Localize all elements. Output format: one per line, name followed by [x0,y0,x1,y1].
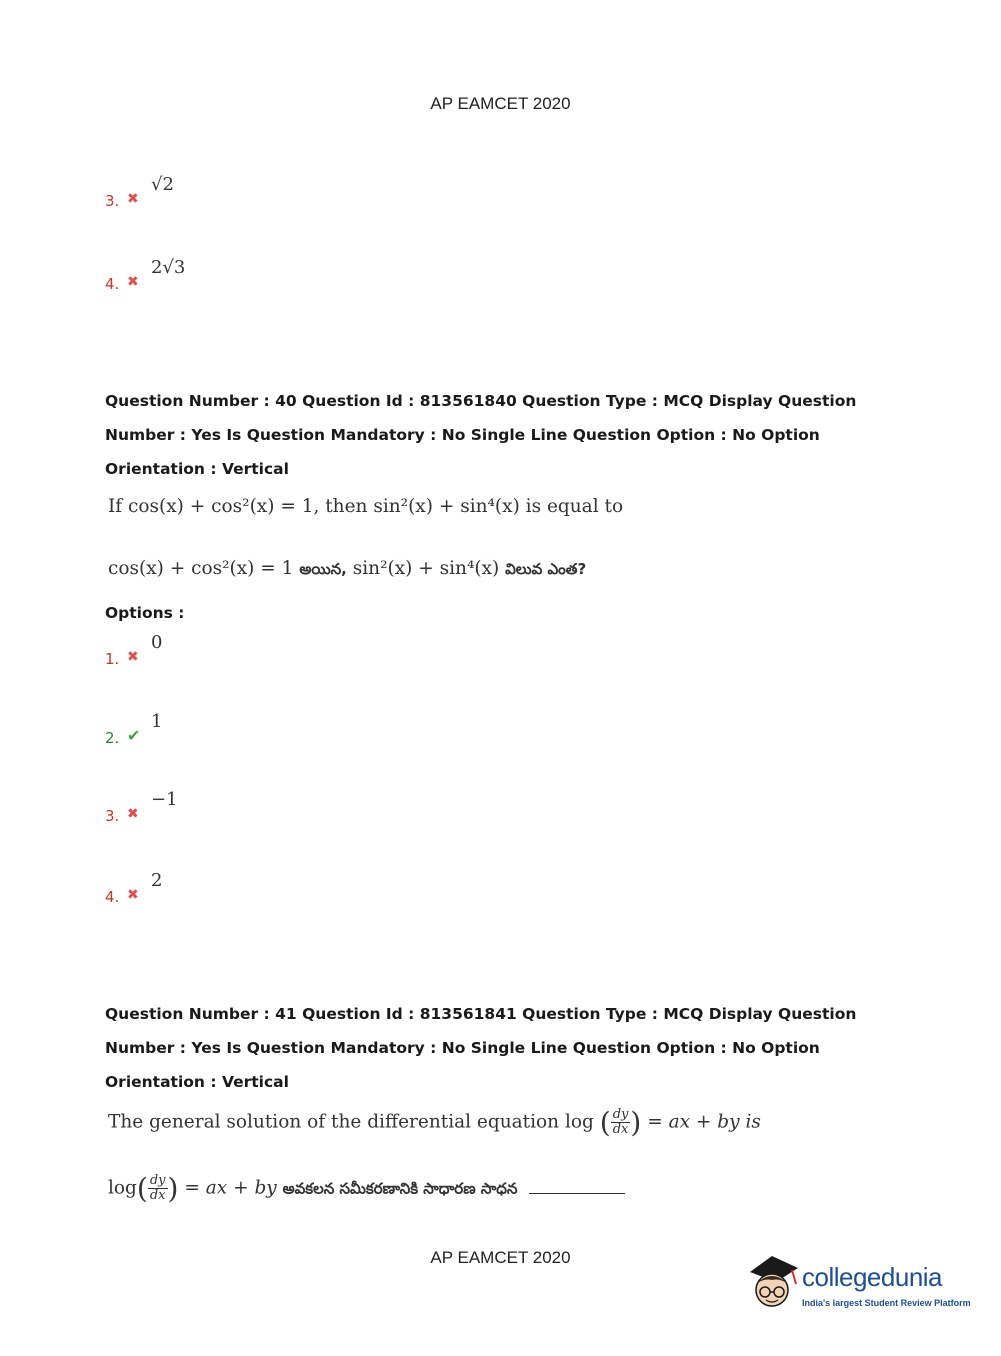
math-expression: = ax + by [184,1177,277,1199]
option-number: 3. [105,807,120,825]
question-text-english: If cos(x) + cos²(x) = 1, then sin²(x) + sin⁴(x) is equal to [108,496,624,517]
option-number: 4. [105,275,120,293]
mascot-icon [742,1250,802,1320]
option-number: 2. [105,729,120,747]
option-value: −1 [151,789,178,810]
telugu-text: విలువ ఎంత? [505,560,587,578]
math-expression: sin²(x) + sin⁴(x) [352,558,500,579]
meta-line: Number : Yes Is Question Mandatory : No Single Line Question Option : No Option [105,426,820,444]
fraction-denominator: dx [612,1122,629,1137]
logo-tagline: India's largest Student Review Platform [802,1298,971,1308]
option-value: 0 [151,632,163,653]
option-value: 1 [151,711,163,732]
fraction [148,1174,168,1203]
fraction [611,1108,631,1137]
question-suffix: = ax + by is [647,1111,761,1133]
meta-line: Number : Yes Is Question Mandatory : No Single Line Question Option : No Option [105,1039,820,1057]
log-label: log [108,1177,137,1199]
right-paren: ) [167,1172,179,1205]
option-value: 2√3 [151,257,186,278]
question-meta [105,997,865,1099]
question-text-telugu [108,1172,625,1205]
meta-line: Question Number : 40 Question Id : 813561840 Question Type : MCQ Display Question [105,392,857,410]
question-meta [105,384,865,486]
right-paren: ) [630,1106,642,1139]
collegedunia-logo [742,1250,982,1320]
cross-icon: ✖ [127,806,139,822]
check-icon: ✔ [127,726,141,745]
options-label: Options : [105,604,185,622]
cross-icon: ✖ [127,649,139,665]
math-expression: cos(x) + cos²(x) = 1 [108,558,294,579]
fraction-denominator: dx [149,1188,166,1203]
page-header: AP EAMCET 2020 [430,94,571,113]
answer-blank [529,1193,625,1194]
question-text-telugu [108,558,586,582]
option-number: 4. [105,888,120,906]
telugu-text: అయిన, [299,560,347,578]
fraction-numerator: dy [149,1173,166,1188]
option-value: √2 [151,174,174,195]
fraction-numerator: dy [612,1107,629,1122]
meta-line: Orientation : Vertical [105,460,289,478]
left-paren: ( [136,1172,148,1205]
option-number: 1. [105,650,120,668]
cross-icon: ✖ [127,887,139,903]
question-text-english [108,1106,761,1139]
cross-icon: ✖ [127,191,139,207]
question-prefix: The general solution of the differential equation log [108,1111,594,1133]
option-value: 2 [151,870,163,891]
left-paren: ( [599,1106,611,1139]
telugu-text: అవకలన సమీకరణానికి సాధారణ సాధన [282,1179,518,1198]
page-footer: AP EAMCET 2020 [430,1248,571,1267]
meta-line: Question Number : 41 Question Id : 813561841 Question Type : MCQ Display Question [105,1005,857,1023]
option-number: 3. [105,192,120,210]
cross-icon: ✖ [127,274,139,290]
logo-brand-text: collegedunia [802,1262,943,1292]
meta-line: Orientation : Vertical [105,1073,289,1091]
